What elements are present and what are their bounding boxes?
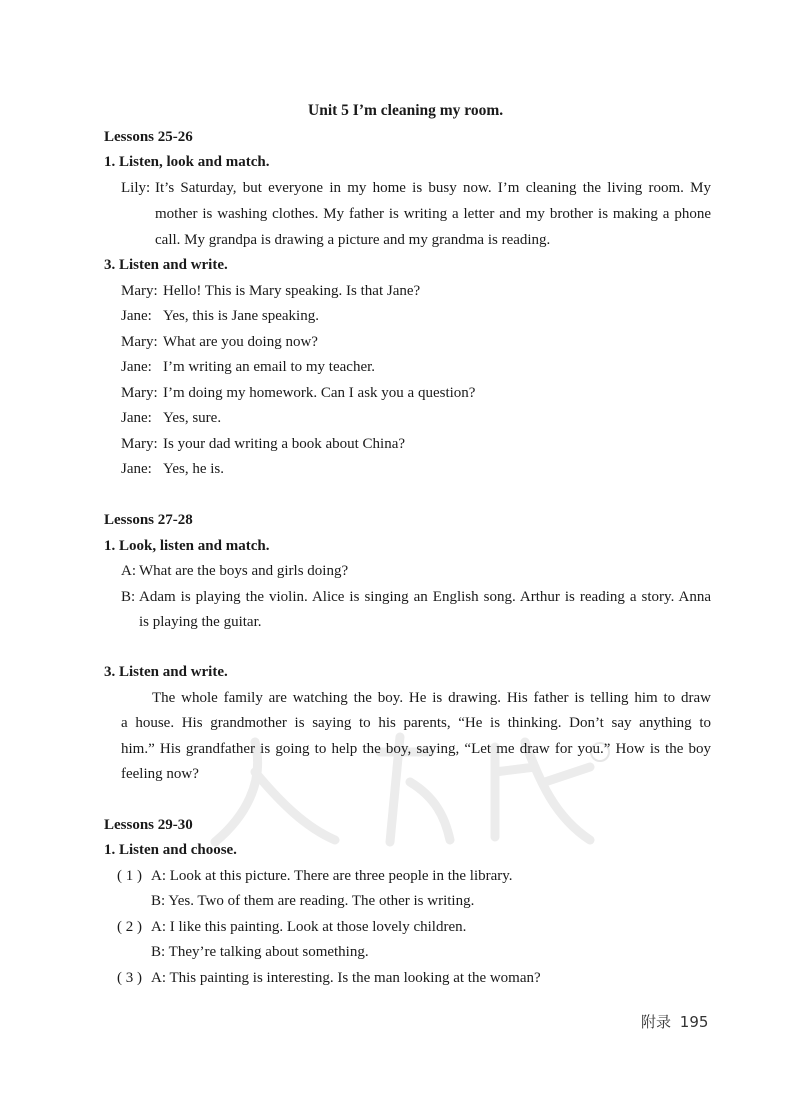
question-number: ( 1 ) [117, 868, 142, 884]
section-heading: Lessons 25-26 [104, 129, 193, 145]
passage-line: call. My grandpa is drawing a picture and my grandma is reading. [155, 232, 551, 248]
dialogue-line [121, 435, 405, 453]
speaker-label: Mary: [121, 334, 158, 350]
dialogue-text: Is your dad writing a book about China? [163, 436, 406, 452]
dialogue-line [121, 358, 375, 376]
question-number: ( 3 ) [117, 970, 142, 986]
passage-line: It’s Saturday, but everyone in my home is busy now. I’m cleaning the living room. My [155, 180, 711, 196]
unit-title: Unit 5 I’m cleaning my room. [308, 102, 504, 119]
exercise-title: 3. Listen and write. [104, 664, 228, 680]
appendix-label: 附录 [641, 1013, 672, 1031]
section-heading: Lessons 27-28 [104, 512, 193, 528]
speaker-label: B: [121, 589, 136, 605]
question-line-a: A: Look at this picture. There are three people in the library. [151, 868, 513, 884]
dialogue-text: I’m doing my homework. Can I ask you a question? [163, 385, 476, 401]
speaker-label: Jane: [121, 359, 152, 375]
question-number: ( 2 ) [117, 919, 142, 935]
question-item [117, 969, 541, 987]
paragraph-line: him.” His grandfather is going to help the boy, saying, “Let me draw for you.” How is the boy [121, 741, 711, 757]
dialogue-text: Yes, this is Jane speaking. [163, 308, 319, 324]
question-line-b: B: Yes. Two of them are reading. The other is writing. [151, 893, 475, 909]
dialogue-line [121, 384, 475, 402]
question-item [117, 918, 466, 936]
dialogue-text: I’m writing an email to my teacher. [163, 359, 376, 375]
dialogue-text: Yes, sure. [163, 410, 222, 426]
exercise-title: 1. Listen, look and match. [104, 154, 270, 170]
exercise-title: 1. Listen and choose. [104, 842, 237, 858]
dialogue-line [121, 409, 221, 427]
question-line-a: A: This painting is interesting. Is the man looking at the woman? [151, 970, 541, 986]
speaker-label: Jane: [121, 308, 152, 324]
dialogue-line [121, 562, 348, 580]
speaker-label: Jane: [121, 410, 152, 426]
dialogue-text: Hello! This is Mary speaking. Is that Jane? [163, 283, 421, 299]
dialogue-line [121, 282, 420, 300]
question-item [117, 867, 513, 885]
question-line-a: A: I like this painting. Look at those lovely children. [151, 919, 467, 935]
speaker-label: Mary: [121, 283, 158, 299]
dialogue-line [121, 460, 224, 478]
dialogue-text: What are you doing now? [163, 334, 318, 350]
speaker-label: Jane: [121, 461, 152, 477]
dialogue-text-continued: is playing the guitar. [139, 614, 262, 630]
paragraph-line: a house. His grandmother is saying to his parents, “He is thinking. Don’t say anything to [121, 715, 711, 731]
page-number: 195 [679, 1013, 709, 1031]
dialogue-line [121, 307, 319, 325]
exercise-title: 3. Listen and write. [104, 257, 228, 273]
paragraph-line: The whole family are watching the boy. He is drawing. His father is telling him to draw [152, 690, 711, 706]
speaker-label: A: [121, 563, 136, 579]
section-heading: Lessons 29-30 [104, 817, 193, 833]
dialogue-text: What are the boys and girls doing? [139, 563, 349, 579]
dialogue-text: Adam is playing the violin. Alice is singing an English song. Arthur is reading a story. Anna [139, 589, 711, 605]
exercise-title: 1. Look, listen and match. [104, 538, 270, 554]
passage-line: mother is washing clothes. My father is writing a letter and my brother is making a phone [155, 206, 711, 222]
speaker-label: Mary: [121, 436, 158, 452]
dialogue-line [121, 333, 318, 351]
speaker-label: Mary: [121, 385, 158, 401]
paragraph-line: feeling now? [121, 766, 199, 782]
question-line-b: B: They’re talking about something. [151, 944, 369, 960]
speaker-label: Lily: [121, 180, 151, 196]
page-footer [641, 1011, 708, 1032]
dialogue-text: Yes, he is. [163, 461, 224, 477]
